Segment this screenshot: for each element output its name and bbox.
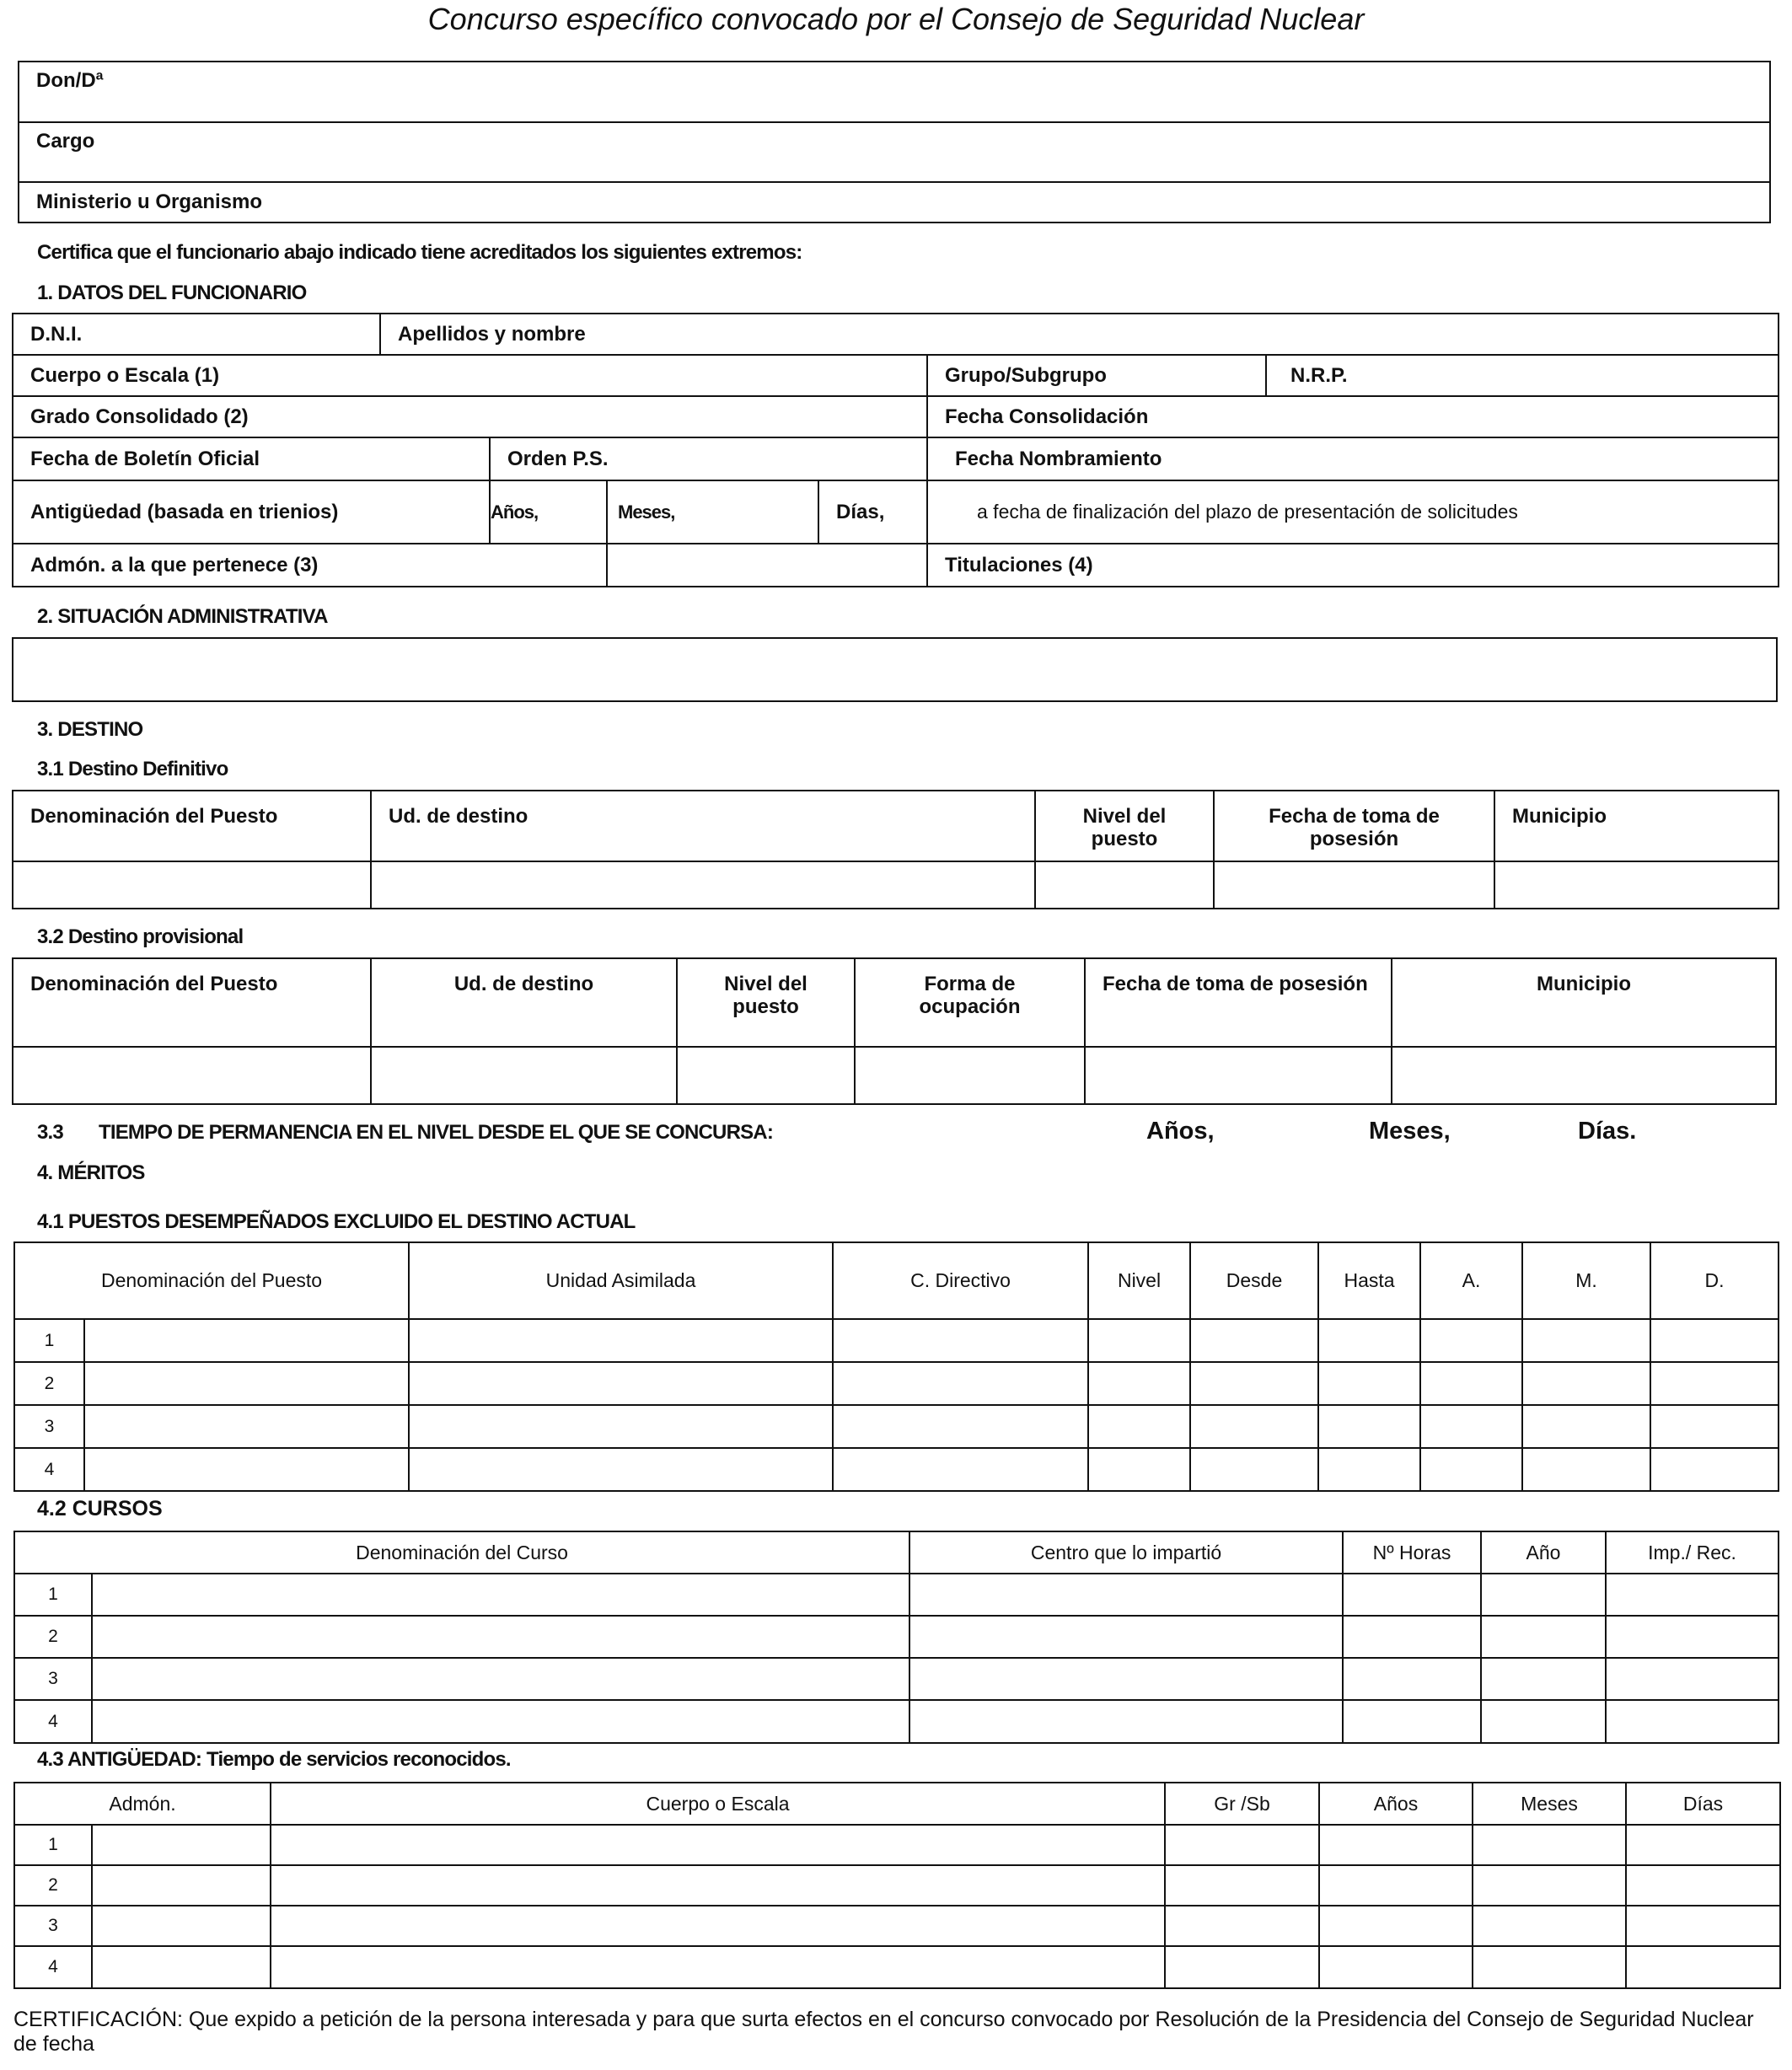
a-cell[interactable] xyxy=(1420,1362,1522,1405)
row-number: 1 xyxy=(14,1825,92,1865)
puestos-header-desde: Desde xyxy=(1190,1242,1318,1319)
footer-line2: de fecha xyxy=(13,2032,94,2056)
cursos-header-horas: Nº Horas xyxy=(1343,1531,1481,1574)
certificacion-footer xyxy=(13,2008,1784,2057)
puesto-cell[interactable] xyxy=(84,1319,409,1362)
row-number: 1 xyxy=(14,1574,92,1616)
centro-cell[interactable] xyxy=(909,1658,1343,1700)
situacion-field[interactable] xyxy=(13,638,1777,701)
table-row xyxy=(14,1362,1779,1405)
a-cell[interactable] xyxy=(1420,1448,1522,1491)
desde-cell[interactable] xyxy=(1190,1319,1318,1362)
directivo-cell[interactable] xyxy=(833,1362,1088,1405)
row-number: 3 xyxy=(14,1405,84,1448)
cursos-header-denominacion: Denominación del Curso xyxy=(14,1531,909,1574)
d-cell[interactable] xyxy=(1650,1405,1779,1448)
puestos-header-denominacion: Denominación del Puesto xyxy=(14,1242,409,1319)
section3-3-title: TIEMPO DE PERMANENCIA EN EL NIVEL DESDE EL QUE SE CONCURSA: xyxy=(99,1121,774,1144)
datos-funcionario-table xyxy=(12,313,1779,587)
table-row xyxy=(14,1825,1780,1865)
admon-value-field[interactable] xyxy=(607,544,927,587)
row-number: 3 xyxy=(14,1906,92,1946)
a-fecha-text: a fecha de finalización del plazo de presentación de solicitudes xyxy=(927,480,1779,544)
table-row xyxy=(14,1574,1779,1616)
directivo-cell[interactable] xyxy=(833,1448,1088,1491)
section3-3-number: 3.3 xyxy=(37,1121,63,1144)
section4-1-title: 4.1 PUESTOS DESEMPEÑADOS EXCLUIDO EL DESTINO ACTUAL xyxy=(37,1210,636,1233)
centro-cell[interactable] xyxy=(909,1700,1343,1743)
section3-1-title: 3.1 Destino Definitivo xyxy=(37,758,228,780)
prov-header-denominacion: Denominación del Puesto xyxy=(13,958,371,1047)
anos-cell[interactable] xyxy=(1319,1825,1473,1865)
grupo-field[interactable]: Grupo/Subgrupo xyxy=(927,355,1266,396)
cuerpo-cell[interactable] xyxy=(271,1906,1165,1946)
row-number: 2 xyxy=(14,1362,84,1405)
section1-title: 1. DATOS DEL FUNCIONARIO xyxy=(37,282,307,304)
permanencia-anos-field[interactable]: Años, xyxy=(1146,1118,1215,1145)
def-fecha-cell[interactable] xyxy=(1214,861,1494,909)
puesto-cell[interactable] xyxy=(84,1362,409,1405)
admon-cell[interactable] xyxy=(92,1865,271,1906)
def-header-municipio: Municipio xyxy=(1494,791,1779,861)
puestos-header-unidad: Unidad Asimilada xyxy=(409,1242,833,1319)
prov-header-nivel: Nivel del puesto xyxy=(677,958,855,1047)
row-number: 3 xyxy=(14,1658,92,1700)
def-header-nivel: Nivel del puesto xyxy=(1035,791,1214,861)
puesto-cell[interactable] xyxy=(84,1405,409,1448)
meses-cell[interactable] xyxy=(1473,1906,1626,1946)
admon-cell[interactable] xyxy=(92,1946,271,1988)
certifier-table xyxy=(18,61,1771,223)
meses-field[interactable]: Meses, xyxy=(607,480,818,544)
cursos-header-centro: Centro que lo impartió xyxy=(909,1531,1343,1574)
dias-cell[interactable] xyxy=(1626,1865,1780,1906)
antiguedad-label: Antigüedad (basada en trienios) xyxy=(13,480,490,544)
a-cell[interactable] xyxy=(1420,1405,1522,1448)
prov-ud-cell[interactable] xyxy=(371,1047,677,1104)
table-row xyxy=(14,1946,1780,1988)
unidad-cell[interactable] xyxy=(409,1319,833,1362)
fecha-consolidacion-field[interactable]: Fecha Consolidación xyxy=(927,396,1779,437)
horas-cell[interactable] xyxy=(1343,1616,1481,1658)
hasta-cell[interactable] xyxy=(1318,1319,1420,1362)
prov-municipio-cell[interactable] xyxy=(1392,1047,1776,1104)
section3-2-title: 3.2 Destino provisional xyxy=(37,925,244,948)
grsb-cell[interactable] xyxy=(1165,1906,1319,1946)
admon-cell[interactable] xyxy=(92,1906,271,1946)
ano-cell[interactable] xyxy=(1481,1700,1606,1743)
nivel-cell[interactable] xyxy=(1088,1362,1190,1405)
def-denominacion-cell[interactable] xyxy=(13,861,371,909)
a-cell[interactable] xyxy=(1420,1319,1522,1362)
m-cell[interactable] xyxy=(1522,1448,1650,1491)
def-ud-cell[interactable] xyxy=(371,861,1035,909)
anos-field[interactable]: Años, xyxy=(490,480,607,544)
cargo-field[interactable]: Cargo xyxy=(19,122,1770,182)
table-row xyxy=(14,1405,1779,1448)
hasta-cell[interactable] xyxy=(1318,1448,1420,1491)
cursos-header-imp: Imp./ Rec. xyxy=(1606,1531,1779,1574)
footer-line1: CERTIFICACIÓN: Que expido a petición de la persona interesada y para que surta efectos en el concurso convocado por Resolución de la Presidencia del Consejo de Seguridad Nuclear xyxy=(13,2008,1754,2031)
directivo-cell[interactable] xyxy=(833,1405,1088,1448)
row-number: 2 xyxy=(14,1616,92,1658)
def-municipio-cell[interactable] xyxy=(1494,861,1779,909)
desde-cell[interactable] xyxy=(1190,1405,1318,1448)
row-number: 4 xyxy=(14,1700,92,1743)
nivel-cell[interactable] xyxy=(1088,1405,1190,1448)
ano-cell[interactable] xyxy=(1481,1574,1606,1616)
ano-cell[interactable] xyxy=(1481,1658,1606,1700)
cuerpo-cell[interactable] xyxy=(271,1825,1165,1865)
def-header-fecha: Fecha de toma de posesión xyxy=(1214,791,1494,861)
puesto-cell[interactable] xyxy=(84,1448,409,1491)
prov-header-fecha: Fecha de toma de posesión xyxy=(1085,958,1392,1047)
nrp-field[interactable]: N.R.P. xyxy=(1266,355,1779,396)
table-row xyxy=(14,1700,1779,1743)
nivel-cell[interactable] xyxy=(1088,1448,1190,1491)
dias-field[interactable]: Días, xyxy=(818,480,927,544)
antiguedad-table xyxy=(13,1782,1781,1989)
fecha-nombramiento-field[interactable]: Fecha Nombramiento xyxy=(927,437,1779,480)
prov-forma-cell[interactable] xyxy=(855,1047,1085,1104)
certifica-text: Certifica que el funcionario abajo indicado tiene acreditados los siguientes extremos: xyxy=(37,241,802,264)
puestos-header-directivo: C. Directivo xyxy=(833,1242,1088,1319)
m-cell[interactable] xyxy=(1522,1405,1650,1448)
orden-ps-field[interactable]: Orden P.S. xyxy=(490,437,927,480)
row-number: 2 xyxy=(14,1865,92,1906)
table-row xyxy=(14,1319,1779,1362)
def-header-denominacion: Denominación del Puesto xyxy=(13,791,371,861)
unidad-cell[interactable] xyxy=(409,1362,833,1405)
d-cell[interactable] xyxy=(1650,1319,1779,1362)
horas-cell[interactable] xyxy=(1343,1658,1481,1700)
prov-nivel-cell[interactable] xyxy=(677,1047,855,1104)
section4-title: 4. MÉRITOS xyxy=(37,1161,145,1184)
puestos-table xyxy=(13,1241,1779,1492)
curso-cell[interactable] xyxy=(92,1616,909,1658)
cursos-table xyxy=(13,1531,1779,1744)
ano-cell[interactable] xyxy=(1481,1616,1606,1658)
desde-cell[interactable] xyxy=(1190,1362,1318,1405)
curso-cell[interactable] xyxy=(92,1574,909,1616)
imp-cell[interactable] xyxy=(1606,1700,1779,1743)
dias-cell[interactable] xyxy=(1626,1946,1780,1988)
destino-provisional-table xyxy=(12,957,1777,1105)
don-field[interactable]: Don/Dª xyxy=(19,62,1770,122)
directivo-cell[interactable] xyxy=(833,1319,1088,1362)
permanencia-dias-field[interactable]: Días. xyxy=(1578,1118,1637,1145)
puestos-header-a: A. xyxy=(1420,1242,1522,1319)
horas-cell[interactable] xyxy=(1343,1700,1481,1743)
grsb-cell[interactable] xyxy=(1165,1865,1319,1906)
unidad-cell[interactable] xyxy=(409,1405,833,1448)
admon-field[interactable]: Admón. a la que pertenece (3) xyxy=(13,544,607,587)
antig-header-admon: Admón. xyxy=(14,1783,271,1825)
situacion-table xyxy=(12,637,1778,702)
antig-header-anos: Años xyxy=(1319,1783,1473,1825)
row-number: 1 xyxy=(14,1319,84,1362)
nivel-cell[interactable] xyxy=(1088,1319,1190,1362)
m-cell[interactable] xyxy=(1522,1362,1650,1405)
table-row xyxy=(14,1658,1779,1700)
antig-header-cuerpo: Cuerpo o Escala xyxy=(271,1783,1165,1825)
table-row xyxy=(14,1865,1780,1906)
section4-2-title: 4.2 CURSOS xyxy=(37,1497,163,1520)
table-row xyxy=(14,1906,1780,1946)
antig-header-dias: Días xyxy=(1626,1783,1780,1825)
m-cell[interactable] xyxy=(1522,1319,1650,1362)
def-header-ud: Ud. de destino xyxy=(371,791,1035,861)
ministerio-field[interactable]: Ministerio u Organismo xyxy=(19,182,1770,223)
table-row xyxy=(14,1616,1779,1658)
centro-cell[interactable] xyxy=(909,1574,1343,1616)
d-cell[interactable] xyxy=(1650,1362,1779,1405)
titulaciones-field[interactable]: Titulaciones (4) xyxy=(927,544,1779,587)
desde-cell[interactable] xyxy=(1190,1448,1318,1491)
puestos-header-m: M. xyxy=(1522,1242,1650,1319)
prov-fecha-cell[interactable] xyxy=(1085,1047,1392,1104)
anos-cell[interactable] xyxy=(1319,1906,1473,1946)
anos-cell[interactable] xyxy=(1319,1946,1473,1988)
dias-cell[interactable] xyxy=(1626,1906,1780,1946)
anos-cell[interactable] xyxy=(1319,1865,1473,1906)
grsb-cell[interactable] xyxy=(1165,1825,1319,1865)
horas-cell[interactable] xyxy=(1343,1574,1481,1616)
curso-cell[interactable] xyxy=(92,1700,909,1743)
page-title: Concurso específico convocado por el Consejo de Seguridad Nuclear xyxy=(427,2,1365,36)
imp-cell[interactable] xyxy=(1606,1658,1779,1700)
grado-field[interactable]: Grado Consolidado (2) xyxy=(13,396,927,437)
section4-3-title: 4.3 ANTIGÜEDAD: Tiempo de servicios reconocidos. xyxy=(37,1748,511,1771)
cursos-header-ano: Año xyxy=(1481,1531,1606,1574)
meses-cell[interactable] xyxy=(1473,1865,1626,1906)
dias-cell[interactable] xyxy=(1626,1825,1780,1865)
imp-cell[interactable] xyxy=(1606,1616,1779,1658)
apellidos-field[interactable]: Apellidos y nombre xyxy=(380,314,1779,355)
section2-title: 2. SITUACIÓN ADMINISTRATIVA xyxy=(37,605,328,628)
row-number: 4 xyxy=(14,1946,92,1988)
table-row xyxy=(14,1448,1779,1491)
puestos-header-hasta: Hasta xyxy=(1318,1242,1420,1319)
d-cell[interactable] xyxy=(1650,1448,1779,1491)
hasta-cell[interactable] xyxy=(1318,1405,1420,1448)
prov-header-municipio: Municipio xyxy=(1392,958,1776,1047)
grsb-cell[interactable] xyxy=(1165,1946,1319,1988)
puestos-header-d: D. xyxy=(1650,1242,1779,1319)
centro-cell[interactable] xyxy=(909,1616,1343,1658)
cuerpo-cell[interactable] xyxy=(271,1946,1165,1988)
prov-denominacion-cell[interactable] xyxy=(13,1047,371,1104)
imp-cell[interactable] xyxy=(1606,1574,1779,1616)
destino-definitivo-table xyxy=(12,790,1779,909)
antig-header-grsb: Gr /Sb xyxy=(1165,1783,1319,1825)
meses-cell[interactable] xyxy=(1473,1825,1626,1865)
meses-cell[interactable] xyxy=(1473,1946,1626,1988)
cuerpo-field[interactable]: Cuerpo o Escala (1) xyxy=(13,355,927,396)
row-number: 4 xyxy=(14,1448,84,1491)
puestos-header-nivel: Nivel xyxy=(1088,1242,1190,1319)
section3-title: 3. DESTINO xyxy=(37,718,143,741)
dni-field[interactable]: D.N.I. xyxy=(13,314,380,355)
prov-header-ud: Ud. de destino xyxy=(371,958,677,1047)
unidad-cell[interactable] xyxy=(409,1448,833,1491)
curso-cell[interactable] xyxy=(92,1658,909,1700)
prov-header-forma: Forma de ocupación xyxy=(855,958,1085,1047)
def-nivel-cell[interactable] xyxy=(1035,861,1214,909)
admon-cell[interactable] xyxy=(92,1825,271,1865)
hasta-cell[interactable] xyxy=(1318,1362,1420,1405)
fecha-boletin-field[interactable]: Fecha de Boletín Oficial xyxy=(13,437,490,480)
permanencia-meses-field[interactable]: Meses, xyxy=(1369,1118,1451,1145)
cuerpo-cell[interactable] xyxy=(271,1865,1165,1906)
antig-header-meses: Meses xyxy=(1473,1783,1626,1825)
